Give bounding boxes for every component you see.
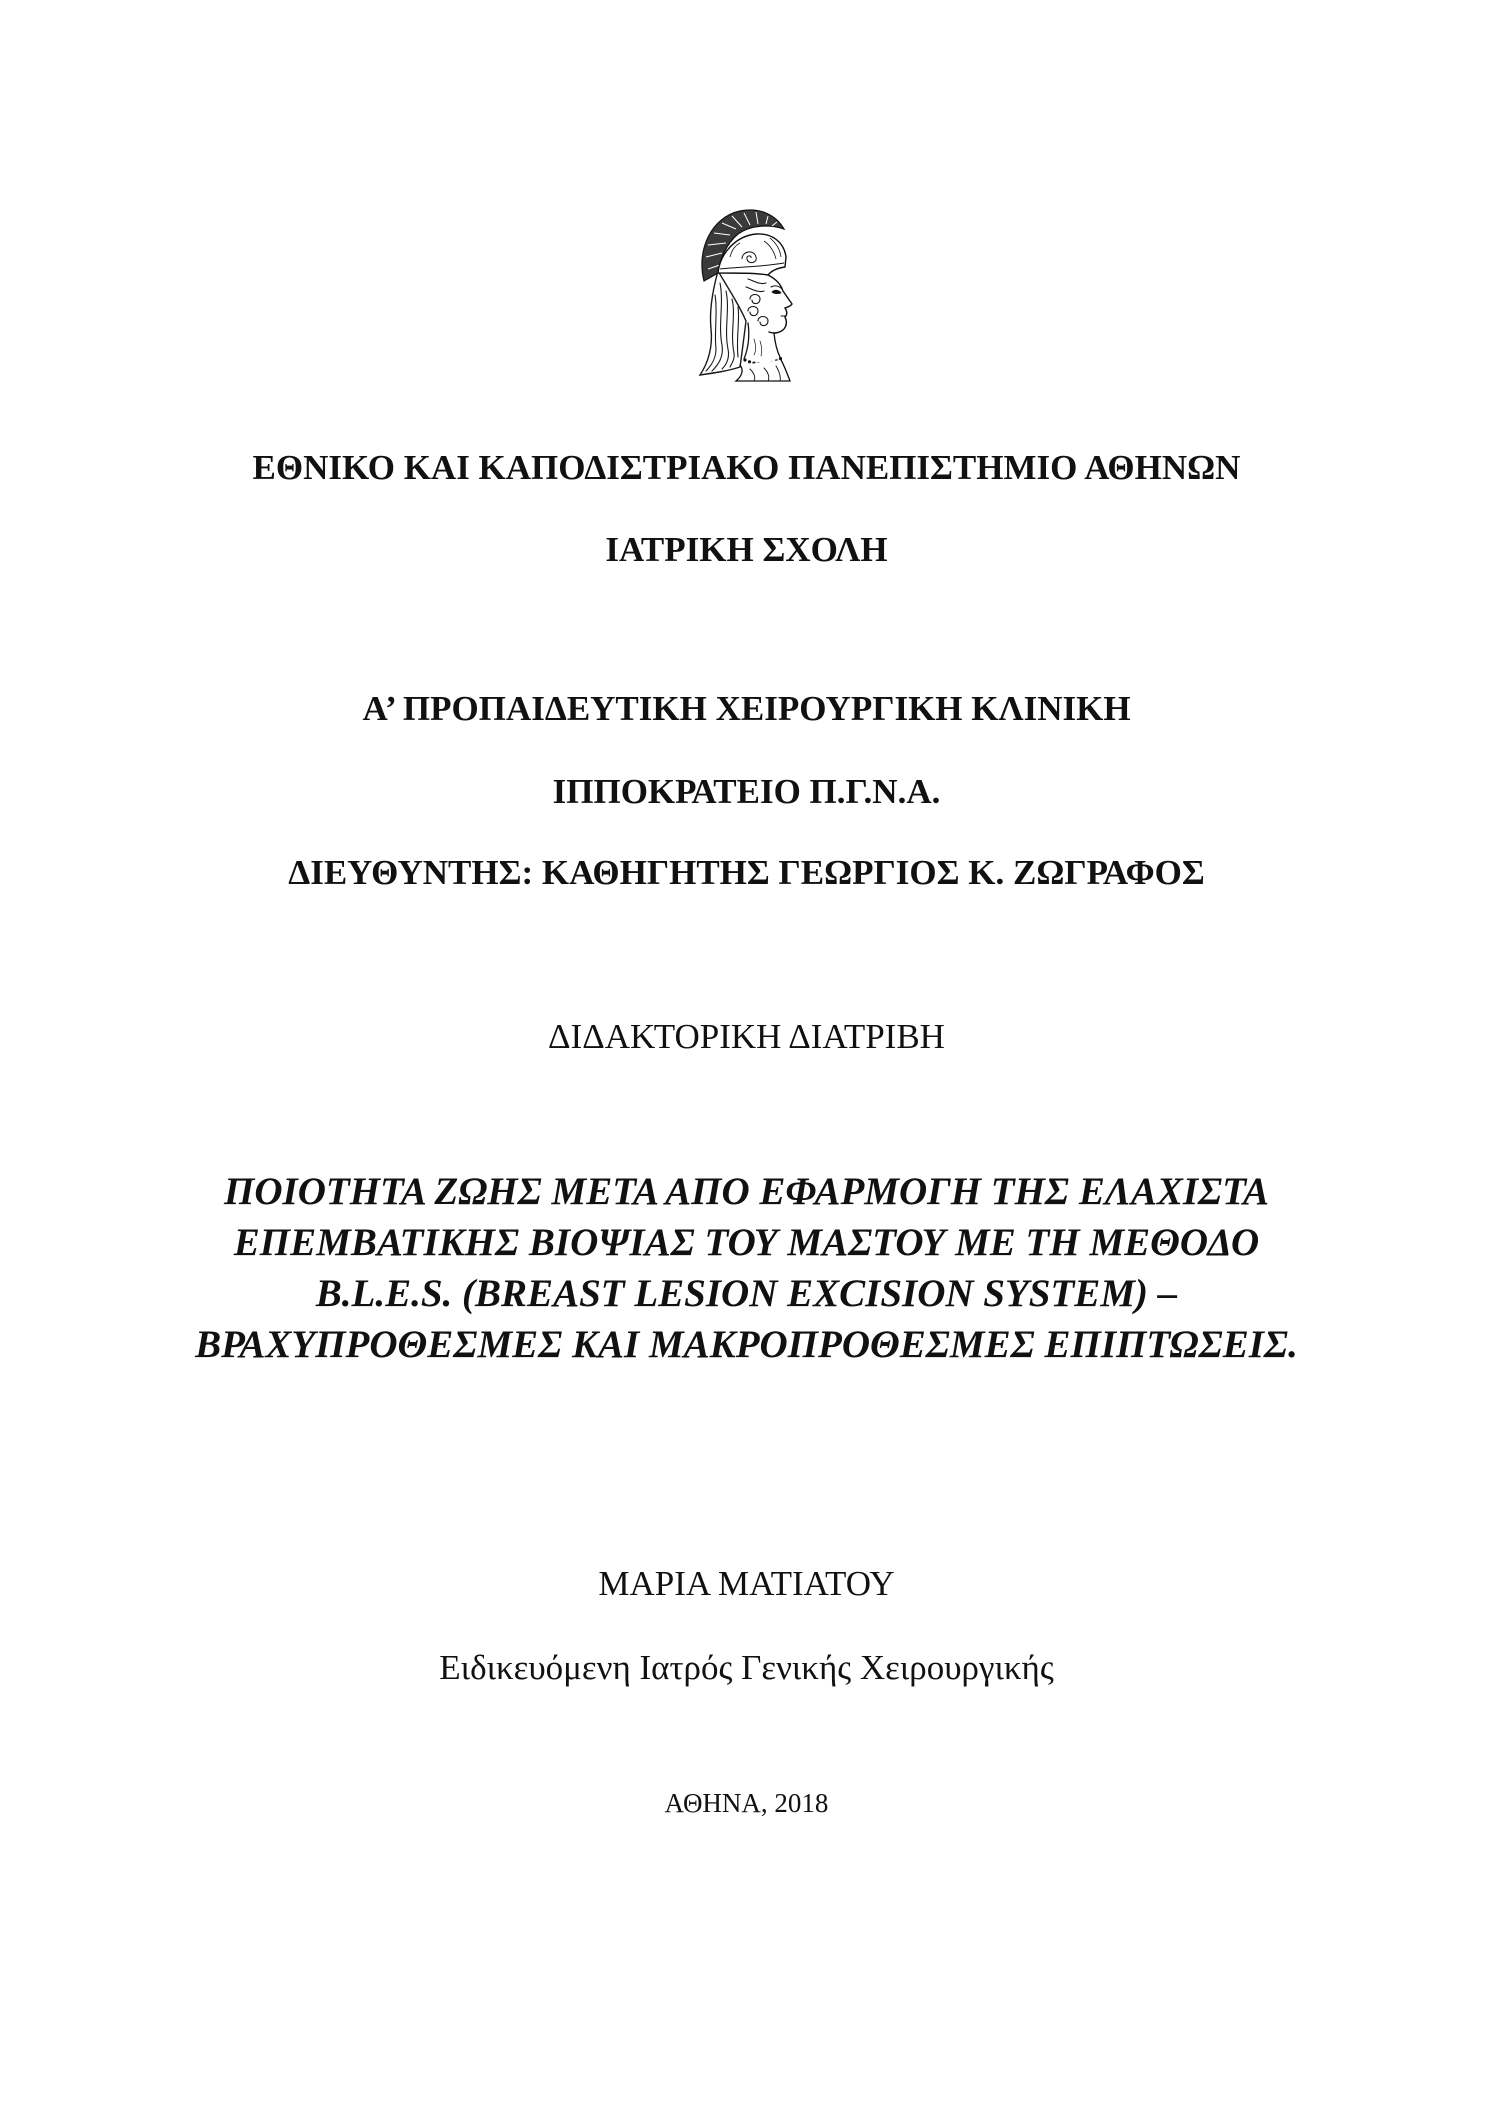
- thesis-title-line: B.L.E.S. (BREAST LESION EXCISION SYSTEM) –: [315, 1272, 1178, 1315]
- thesis-title-line: ΠΟΙΟΤΗΤΑ ΖΩΗΣ ΜΕΤΑ ΑΠΟ ΕΦΑΡΜΟΓΗ ΤΗΣ ΕΛΑΧΙΣΤΑ: [224, 1170, 1269, 1213]
- hospital-name: ΙΠΠΟΚΡΑΤΕΙΟ Π.Γ.Ν.Α.: [552, 772, 941, 811]
- thesis-title-line: ΒΡΑΧΥΠΡΟΘΕΣΜΕΣ ΚΑΙ ΜΑΚΡΟΠΡΟΘΕΣΜΕΣ ΕΠΙΠΤΩΣΕΙΣ.: [195, 1323, 1298, 1366]
- author-name: ΜΑΡΙΑ ΜΑΤΙΑΤΟΥ: [598, 1564, 895, 1603]
- athena-head-logo: [684, 207, 808, 382]
- back-hair: [700, 271, 746, 375]
- thesis-title: [4, 1166, 1489, 1370]
- clinic-name: Α’ ΠΡΟΠΑΙΔΕΥΤΙΚΗ ΧΕΙΡΟΥΡΓΙΚΗ ΚΛΙΝΙΚΗ: [362, 689, 1131, 728]
- document-type: ΔΙΔΑΚΤΟΡΙΚΗ ΔΙΑΤΡΙΒΗ: [548, 1017, 945, 1056]
- place-and-date: ΑΘΗΝΑ, 2018: [664, 1788, 829, 1818]
- director-line: ΔΙΕΥΘΥΝΤΗΣ: ΚΑΘΗΓΗΤΗΣ ΓΕΩΡΓΙΟΣ Κ. ΖΩΓΡΑΦΟΣ: [288, 853, 1205, 892]
- face-profile: [746, 275, 792, 333]
- author-role: Ειδικευόμενη Ιατρός Γενικής Χειρουργικής: [439, 1648, 1054, 1687]
- thesis-title-line: ΕΠΕΜΒΑΤΙΚΗΣ ΒΙΟΨΙΑΣ ΤΟΥ ΜΑΣΤΟΥ ΜΕ ΤΗ ΜΕΘΟΔΟ: [233, 1221, 1260, 1264]
- university-name: ΕΘΝΙΚΟ ΚΑΙ ΚΑΠΟΔΙΣΤΡΙΑΚΟ ΠΑΝΕΠΙΣΤΗΜΙΟ ΑΘΗΝΩΝ: [252, 448, 1241, 487]
- school-name: ΙΑΤΡΙΚΗ ΣΧΟΛΗ: [605, 530, 888, 569]
